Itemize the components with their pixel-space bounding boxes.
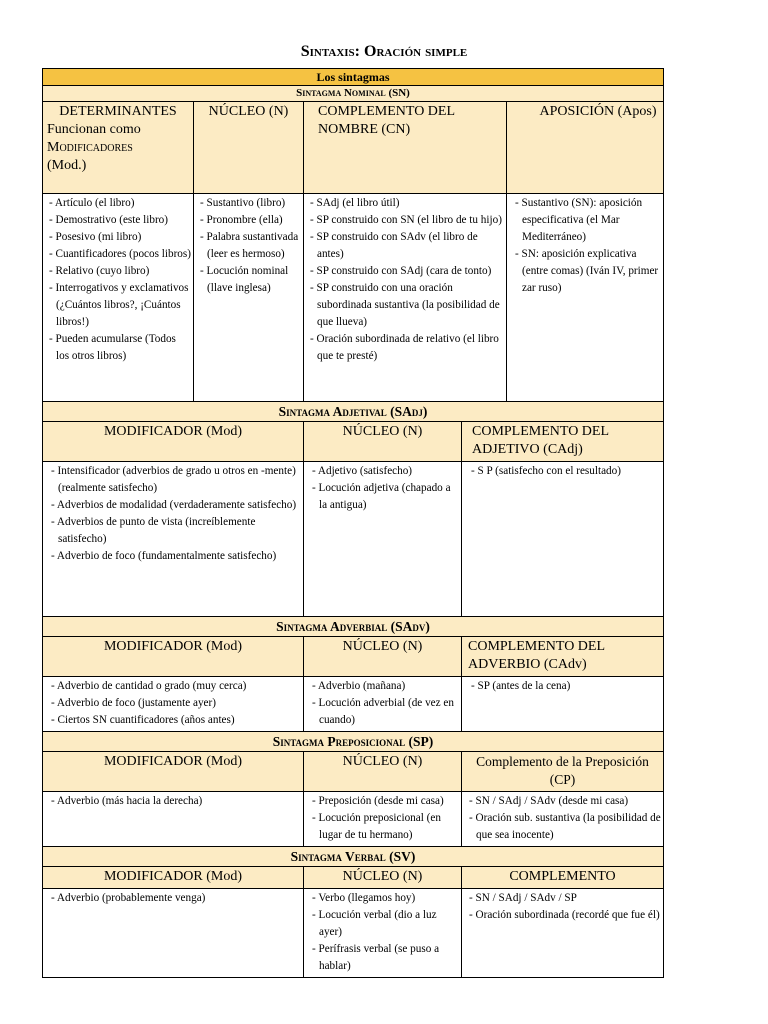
sv-header-nucleo: NÚCLEO (N) [304,867,462,889]
list-item: - Oración subordinada de relativo (el libro que te presté) [310,333,499,362]
sadv-mod-cell [43,677,304,732]
item-list [309,793,459,844]
list-item: - Adverbio (probablemente venga) [51,892,206,904]
list-item: - Adverbios de punto de vista (increíblemente satisfecho) [51,516,256,545]
item-list [512,195,661,297]
list-item: - Relativo (cuyo libro) [49,265,150,277]
list-item: - Locución nominal (llave inglesa) [200,265,289,294]
sp-table [42,731,664,847]
list-item: - Adverbios de modalidad (verdaderamente satisfecho) [51,499,297,511]
sn-table [42,68,664,402]
list-item: - Adjetivo (satisfecho) [312,465,413,477]
list-item: - SN: aposición explicativa (entre comas) (Iván IV, primer zar ruso) [515,248,659,294]
list-item: - Adverbio (más hacia la derecha) [51,795,203,807]
item-list [468,678,661,695]
item-list [46,195,191,365]
sn-header-determinantes [43,102,194,194]
item-list [466,890,661,924]
sadv-header-comp: COMPLEMENTO DEL ADVERBIO (CAdv) [462,637,664,677]
list-item: - Locución adverbial (de vez en cuando) [312,697,454,726]
item-list [468,463,661,480]
item-list [309,678,459,729]
list-item: - Interrogativos y exclamativos (¿Cuántos libros?, ¡Cuántos libros!) [49,282,189,328]
sn-header-cn: COMPLEMENTO DEL NOMBRE (CN) [304,102,507,194]
item-list [309,463,459,514]
list-item: - Sustantivo (libro) [200,197,286,209]
list-item: - Demostrativo (este libro) [49,214,168,226]
list-item: - Pueden acumularse (Todos los otros libros) [49,333,176,362]
list-item: - SP construido con una oración subordinada sustantiva (la posibilidad de que llueva) [310,282,500,328]
list-item: - Posesivo (mi libro) [49,231,142,243]
sadv-header-nucleo: NÚCLEO (N) [304,637,462,677]
sv-table [42,846,664,978]
sadj-table [42,401,664,617]
list-item: - Adverbio de foco (fundamentalmente satisfecho) [51,550,277,562]
sadj-nucleo-cell [304,462,462,617]
sadj-header-comp: COMPLEMENTO DEL ADJETIVO (CAdj) [462,422,664,462]
sv-mod-cell [43,889,304,978]
list-item: - SP construido con SAdj (cara de tonto) [310,265,492,277]
list-item: - Adverbio de foco (justamente ayer) [51,697,216,709]
item-list [48,890,301,907]
list-item: - Locución verbal (dio a luz ayer) [312,909,437,938]
list-item: - Adverbio (mañana) [312,680,406,692]
sp-header-comp: Complemento de la Preposición (CP) [462,752,664,792]
sv-header-comp: COMPLEMENTO [462,867,664,889]
sv-header-mod: MODIFICADOR (Mod) [43,867,304,889]
sv-comp-cell [462,889,664,978]
list-item: - Oración subordinada (recordé que fue él) [469,909,660,921]
sv-heading: Sintagma Verbal (SV) [43,847,664,867]
sadv-header-mod: MODIFICADOR (Mod) [43,637,304,677]
sp-mod-cell [43,792,304,847]
list-item: - S P (satisfecho con el resultado) [471,465,621,477]
list-item: - Ciertos SN cuantificadores (años antes) [51,714,235,726]
item-list [309,890,459,975]
det-header-line1: DETERMINANTES [59,104,177,119]
item-list [48,463,301,565]
det-header-line2: Funcionan como [47,122,141,137]
sadj-mod-cell [43,462,304,617]
sadv-nucleo-cell [304,677,462,732]
page-title: Sintaxis: Oración simple [300,43,468,60]
list-item: - Adverbio de cantidad o grado (muy cerca) [51,680,247,692]
item-list [48,793,301,810]
sn-header-nucleo: NÚCLEO (N) [194,102,304,194]
sp-header-nucleo: NÚCLEO (N) [304,752,462,792]
list-item: - Preposición (desde mi casa) [312,795,444,807]
item-list [48,678,301,729]
sadv-comp-cell [462,677,664,732]
top-bar: Los sintagmas [43,69,664,86]
list-item: - SP construido con SAdv (el libro de antes) [310,231,478,260]
sn-nucleo-cell [194,194,304,402]
list-item: - Sustantivo (SN): aposición especificativa (el Mar Mediterráneo) [515,197,643,243]
sn-det-cell [43,194,194,402]
sadj-comp-cell [462,462,664,617]
sp-nucleo-cell [304,792,462,847]
list-item: - Intensificador (adverbios de grado u otros en -mente) (realmente satisfecho) [51,465,296,494]
list-item: - Oración sub. sustantiva (la posibilidad de que sea inocente) [469,812,661,841]
sv-nucleo-cell [304,889,462,978]
list-item: - SP (antes de la cena) [471,680,571,692]
sadv-heading: Sintagma Adverbial (SAdv) [43,617,664,637]
sp-comp-cell [462,792,664,847]
list-item: - Perífrasis verbal (se puso a hablar) [312,943,440,972]
item-list [197,195,301,297]
list-item: - SN / SAdj / SAdv (desde mi casa) [469,795,629,807]
sp-header-mod: MODIFICADOR (Mod) [43,752,304,792]
list-item: - Palabra sustantivada (leer es hermoso) [200,231,299,260]
sadv-table [42,616,664,732]
list-item: - SP construido con SN (el libro de tu hijo) [310,214,502,226]
sn-heading: Sintagma Nominal (SN) [43,86,664,102]
sadj-header-nucleo: NÚCLEO (N) [304,422,462,462]
det-header-line4: (Mod.) [47,158,87,173]
sadj-heading: Sintagma Adjetival (SAdj) [43,402,664,422]
sadj-header-mod: MODIFICADOR (Mod) [43,422,304,462]
list-item: - Locución adjetiva (chapado a la antigua) [312,482,451,511]
list-item: - Pronombre (ella) [200,214,283,226]
list-item: - SN / SAdj / SAdv / SP [469,892,577,904]
item-list [466,793,661,844]
det-header-line3: Modificadores [47,140,133,155]
sn-header-apos: APOSICIÓN (Apos) [507,102,664,194]
item-list [307,195,504,365]
syntax-table [42,68,663,978]
list-item: - Cuantificadores (pocos libros) [49,248,191,260]
list-item: - Verbo (llegamos hoy) [312,892,416,904]
sn-cn-cell [304,194,507,402]
sn-apos-cell [507,194,664,402]
list-item: - SAdj (el libro útil) [310,197,400,209]
sp-heading: Sintagma Preposicional (SP) [43,732,664,752]
list-item: - Artículo (el libro) [49,197,135,209]
list-item: - Locución preposicional (en lugar de tu hermano) [312,812,441,841]
